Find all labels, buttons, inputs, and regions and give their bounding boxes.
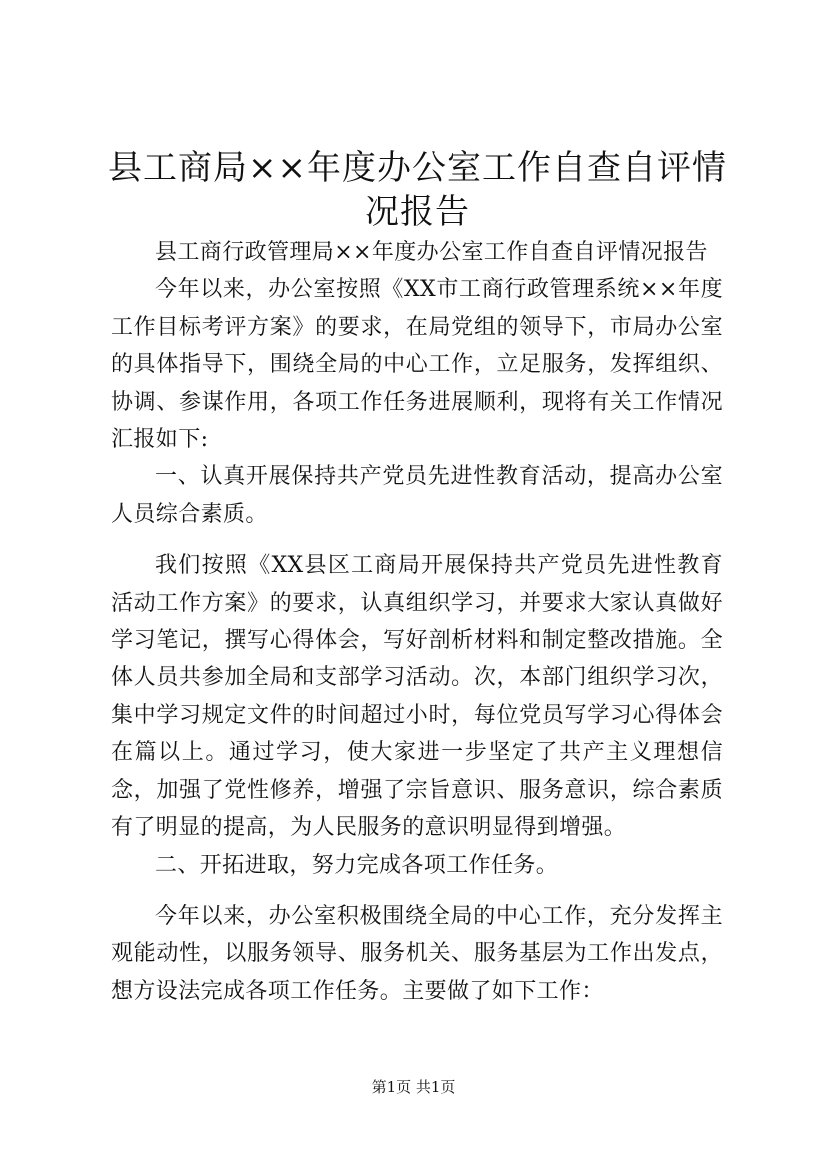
paragraph-section-1: 我们按照《XX县区工商局开展保持共产党员先进性教育活动工作方案》的要求，认真组织学习，并要求大家认真做好学习笔记，撰写心得体会，写好剖析材料和制定整改措施。全体人员共参加全局和支部学习活动。次，本部门组织学习次，集中学习规定文件的时间超过小时，每位党员写学习心得体会在篇以上。通过学习，使大家进一步坚定了共产主义理想信念，加强了党性修养，增强了宗旨意识、服务意识，综合素质有了明显的提高，为人民服务的意识明显得到增强。 (111, 553, 723, 841)
section-heading-1: 一、认真开展保持共产党员先进性教育活动，提高办公室人员综合素质。 (111, 464, 723, 527)
paragraph-section-2: 今年以来，办公室积极围绕全局的中心工作，充分发挥主观能动性，以服务领导、服务机关、服务基层为工作出发点，想方设法完成各项工作任务。主要做了如下工作： (111, 903, 723, 1004)
section-heading-2: 二、开拓进取，努力完成各项工作任务。 (155, 852, 559, 878)
paragraph-intro: 今年以来，办公室按照《XX市工商行政管理系统××年度工作目标考评方案》的要求，在局党组的领导下，市局办公室的具体指导下，围绕全局的中心工作，立足服务，发挥组织、协调、参谋作用，各项工作任务进展顺利，现将有关工作情况汇报如下: (111, 277, 723, 453)
document-body (111, 234, 723, 1010)
document-title: 县工商局××年度办公室工作自查自评情况报告 (108, 148, 727, 232)
paragraph-subtitle: 县工商行政管理局××年度办公室工作自查自评情况报告 (155, 240, 708, 265)
page-footer: 第1页 共1页 (371, 1078, 456, 1096)
